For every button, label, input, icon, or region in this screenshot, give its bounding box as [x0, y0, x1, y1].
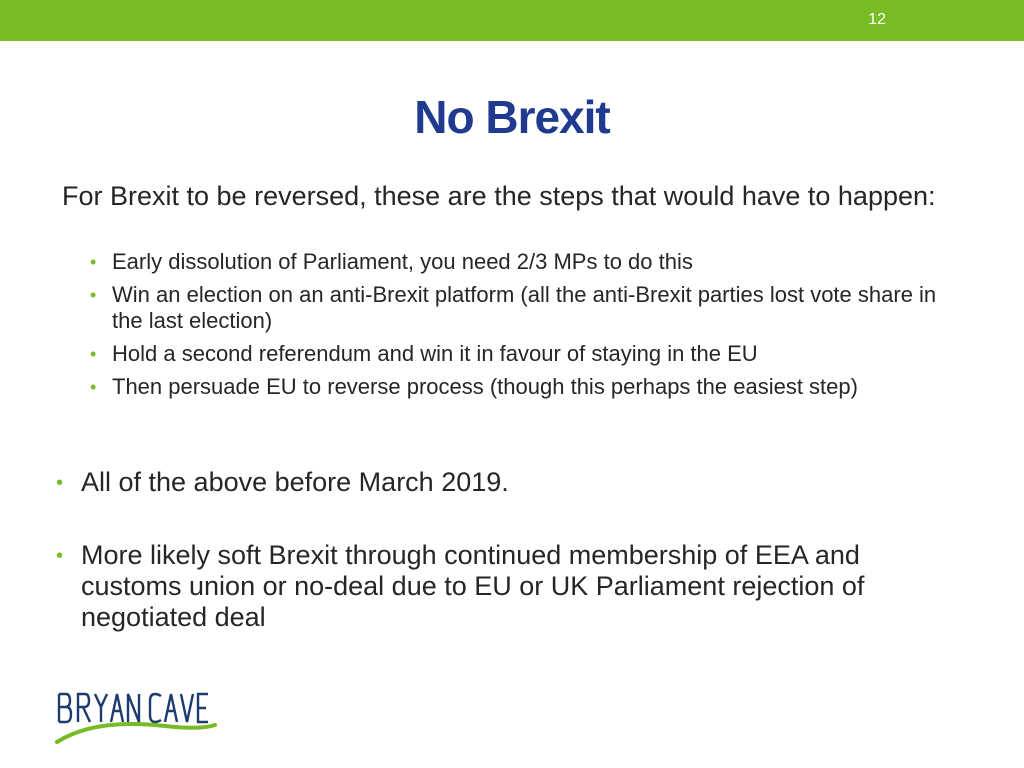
bullet-icon: •: [90, 285, 97, 305]
list-item: [90, 282, 940, 334]
slide-title: No Brexit: [414, 91, 610, 143]
intro-text: For Brexit to be reversed, these are the steps that would have to happen:: [62, 181, 936, 211]
list-item-text: Hold a second referendum and win it in favour of staying in the EU: [112, 341, 758, 366]
bullet-icon: •: [90, 377, 97, 397]
header-bar: [0, 0, 1024, 41]
bryan-cave-logo: [55, 688, 220, 744]
list-item: [56, 467, 956, 498]
points-list: [56, 467, 956, 675]
list-item: [56, 540, 956, 633]
list-item: [90, 249, 940, 275]
bullet-icon: •: [56, 545, 64, 567]
list-item-text: Then persuade EU to reverse process (though this perhaps the easiest step): [112, 374, 858, 399]
list-item-text: Early dissolution of Parliament, you need 2/3 MPs to do this: [112, 249, 693, 274]
bullet-icon: •: [90, 252, 97, 272]
list-item-text: More likely soft Brexit through continued membership of EEA and customs union or no-deal due to EU or UK Parliament rejection of negotiated deal: [81, 540, 865, 632]
list-item-text: All of the above before March 2019.: [81, 467, 509, 497]
list-item: [90, 341, 940, 367]
list-item: [90, 374, 940, 400]
list-item-text: Win an election on an anti-Brexit platform (all the anti-Brexit parties lost vote share in the last election): [112, 282, 937, 333]
bullet-icon: •: [56, 472, 64, 494]
bullet-icon: •: [90, 344, 97, 364]
steps-list: [90, 249, 940, 407]
slide-number: 12: [868, 11, 886, 28]
